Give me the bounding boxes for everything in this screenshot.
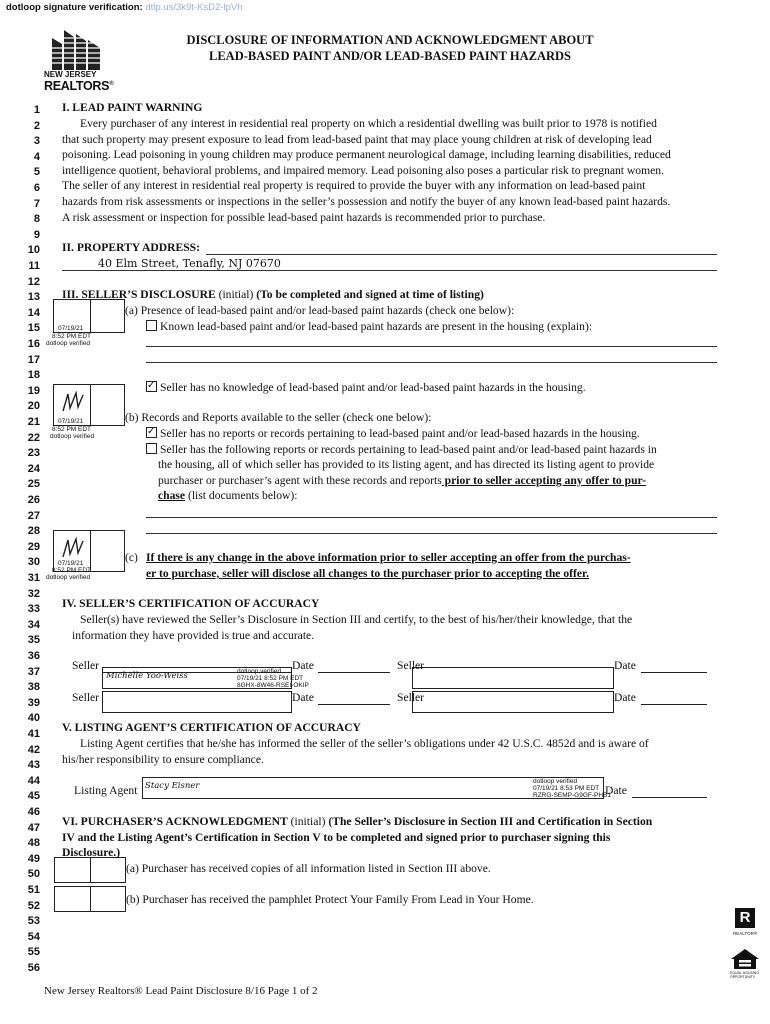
section6-heading-row bbox=[62, 814, 652, 830]
section1-line: that such property may present exposure to lead from lead-based paint that may place young children at risk of developing lead bbox=[62, 132, 652, 146]
realtor-r-icon: R bbox=[735, 908, 755, 928]
stamp-date: 07/19/21 bbox=[58, 325, 84, 332]
section5-line: his/her responsibility to ensure compliance. bbox=[62, 752, 264, 766]
seller-label: Seller bbox=[397, 659, 425, 672]
section3b-label: (b) Records and Reports available to the seller (check one below): bbox=[125, 411, 432, 424]
address-rule bbox=[206, 254, 717, 255]
sig-verified: dotloop verified bbox=[533, 778, 578, 785]
line-number: 50 bbox=[27, 868, 40, 881]
footer-text: New Jersey Realtors® Lead Paint Disclosure 8/16 Page 1 of 2 bbox=[44, 985, 318, 997]
seller-signature-text: Michelle Yoo-Weiss bbox=[106, 671, 188, 681]
documents-rule bbox=[146, 533, 717, 534]
section1-line: Every purchaser of any interest in residential real property on which a residential dwelling was built prior to 1978 is notified bbox=[80, 117, 657, 130]
line-number: 5 bbox=[33, 166, 40, 179]
date-label: Date bbox=[605, 784, 627, 797]
section6-instruction-line: Disclosure.) bbox=[62, 846, 121, 860]
section3c-line2: er to purchase, seller will disclose all changes to the purchaser prior to accepting the offer. bbox=[146, 566, 589, 580]
line-number: 4 bbox=[33, 150, 40, 163]
agent-signature-field[interactable] bbox=[142, 777, 612, 799]
address-rule bbox=[62, 270, 717, 271]
line-number: 8 bbox=[33, 213, 40, 226]
section3b-option2-line: the housing, all of which seller has provided to its listing agent, and has directed its listing agent to provide bbox=[158, 458, 655, 472]
section3a-label: (a) Presence of lead-based paint and/or lead-based paint hazards (check one below): bbox=[125, 304, 515, 317]
line-number: 25 bbox=[27, 478, 40, 491]
eho-caption: EQUAL HOUSING OPPORTUNITY bbox=[730, 971, 760, 979]
line-number: 24 bbox=[27, 462, 40, 475]
line-number: 9 bbox=[33, 228, 40, 241]
line-number: 23 bbox=[27, 447, 40, 460]
stamp-time: 8:52 PM EDT bbox=[52, 567, 92, 574]
verification-bar bbox=[6, 2, 243, 14]
section1-heading: I. LEAD PAINT WARNING bbox=[62, 101, 203, 114]
line-number: 31 bbox=[27, 572, 40, 584]
line-number: 16 bbox=[27, 338, 40, 350]
stamp-date: 07/19/21 bbox=[58, 418, 84, 425]
seller3-signature-field[interactable] bbox=[102, 691, 292, 713]
line-number: 36 bbox=[27, 650, 40, 662]
line-number: 45 bbox=[27, 790, 40, 803]
line-number: 13 bbox=[27, 291, 40, 304]
initial-label: (initial) bbox=[215, 288, 257, 301]
explain-rule bbox=[146, 362, 717, 363]
line-number: 19 bbox=[27, 384, 40, 397]
section2-heading: II. PROPERTY ADDRESS: bbox=[62, 241, 200, 254]
line-number: 41 bbox=[27, 728, 40, 740]
section1-line: A risk assessment or inspection for possible lead-based paint hazards is recommended prior to purchase. bbox=[62, 210, 546, 224]
line-number: 11 bbox=[28, 260, 40, 272]
line-number: 6 bbox=[33, 182, 40, 194]
line-number: 46 bbox=[27, 806, 40, 818]
section3b-option2-line: chase (list documents below): bbox=[158, 489, 298, 503]
date-line[interactable] bbox=[641, 672, 707, 673]
section1-line: hazards from risk assessments or inspections in the seller’s possession and notify the buyer of any known lead-based paint hazards. bbox=[62, 195, 671, 208]
line-number: 53 bbox=[27, 915, 40, 928]
section6a: (a) Purchaser has received copies of all information listed in Section III above. bbox=[126, 862, 491, 875]
checkbox-no-knowledge[interactable] bbox=[146, 381, 157, 392]
seller2-signature-field[interactable] bbox=[412, 667, 614, 689]
line-number: 3 bbox=[33, 135, 40, 148]
sig-datetime: 07/19/21 8:52 PM EDT bbox=[237, 675, 304, 682]
stamp-date: 07/19/21 bbox=[58, 560, 84, 567]
title-line1: DISCLOSURE OF INFORMATION AND ACKNOWLEDGMENT ABOUT bbox=[186, 33, 594, 47]
line-number: 27 bbox=[27, 509, 40, 522]
line-number: 18 bbox=[27, 369, 40, 382]
sig-datetime: 07/19/21 8:53 PM EDT bbox=[533, 785, 600, 792]
line-number: 39 bbox=[27, 696, 40, 709]
line-number: 40 bbox=[27, 712, 40, 725]
line-number: 15 bbox=[27, 322, 40, 335]
line-number: 2 bbox=[33, 119, 40, 132]
line-number: 38 bbox=[27, 681, 40, 694]
line-number: 10 bbox=[27, 244, 40, 257]
sig-code: 8GHX-8W46-RSEI-OKIP bbox=[237, 682, 309, 689]
line-number: 35 bbox=[27, 634, 40, 647]
section3b-option2-line: purchaser or purchaser’s agent with these records and reports prior to seller accepting any offer to pur- bbox=[158, 473, 647, 487]
date-line[interactable] bbox=[318, 672, 390, 673]
line-number: 44 bbox=[27, 774, 40, 787]
realtor-caption: REALTOR® bbox=[733, 931, 758, 936]
logo-line2: REALTORS® bbox=[44, 79, 114, 94]
checkbox-has-reports[interactable] bbox=[146, 443, 157, 454]
property-address[interactable]: 40 Elm Street, Tenafly, NJ 07670 bbox=[98, 257, 281, 270]
section6-heading: VI. PURCHASER’S ACKNOWLEDGMENT bbox=[62, 815, 288, 828]
date-label: Date bbox=[614, 691, 636, 704]
line-number: 1 bbox=[33, 104, 40, 116]
section3-heading-row bbox=[62, 287, 484, 303]
line-number: 34 bbox=[27, 618, 40, 631]
nj-realtors-logo bbox=[40, 30, 114, 94]
logo-line1: NEW JERSEY bbox=[44, 70, 97, 79]
seller-label: Seller bbox=[72, 691, 100, 704]
section3c-label: (c) bbox=[125, 551, 138, 564]
line-number: 14 bbox=[27, 306, 40, 319]
verification-label: dotloop signature verification: bbox=[6, 2, 143, 13]
line-number: 12 bbox=[27, 275, 40, 288]
line-number: 32 bbox=[27, 587, 40, 600]
checkbox-no-reports[interactable] bbox=[146, 427, 157, 438]
line-number: 43 bbox=[27, 759, 40, 772]
line-number: 21 bbox=[27, 416, 40, 428]
date-line[interactable] bbox=[632, 797, 707, 798]
line-number: 17 bbox=[27, 353, 40, 366]
date-label: Date bbox=[292, 659, 314, 672]
section3-heading: III. SELLER’S DISCLOSURE bbox=[62, 288, 216, 301]
line-number: 48 bbox=[27, 837, 40, 850]
stamp-verified: dotloop verified bbox=[50, 433, 95, 440]
line-number: 26 bbox=[27, 494, 40, 506]
stamp-verified: dotloop verified bbox=[46, 574, 91, 581]
line-number: 56 bbox=[27, 962, 40, 974]
line-number: 29 bbox=[27, 540, 40, 553]
section3b-option1[interactable]: ✓Seller has no reports or records pertaining to lead-based paint and/or lead-based hazards in the housing. bbox=[146, 426, 640, 442]
agent-signature-text: Stacy Eisner bbox=[145, 781, 200, 791]
section4-line: information they have provided is true and accurate. bbox=[72, 628, 315, 642]
line-number: 28 bbox=[27, 525, 40, 538]
section5-heading: V. LISTING AGENT’S CERTIFICATION OF ACCURACY bbox=[62, 721, 361, 734]
line-number: 20 bbox=[27, 400, 40, 413]
stamp-time: 8:52 PM EDT bbox=[52, 333, 92, 340]
section4-line: Seller(s) have reviewed the Seller’s Disclosure in Section III and certify, to the best of his/her/their knowledge, that the bbox=[80, 613, 633, 626]
section3-instruction: (To be completed and signed at time of listing) bbox=[256, 288, 484, 301]
line-number: 52 bbox=[27, 899, 40, 912]
initials-signature-icon bbox=[60, 391, 86, 415]
purchaser-initials-box[interactable] bbox=[54, 886, 126, 912]
section6-instruction: (The Seller’s Disclosure in Section III and Certification in Section bbox=[328, 815, 653, 828]
date-line[interactable] bbox=[318, 704, 390, 705]
equal-housing-icon bbox=[730, 948, 760, 970]
sig-verified: dotloop verified bbox=[237, 668, 282, 675]
title-line2: LEAD-BASED PAINT AND/OR LEAD-BASED PAINT HAZARDS bbox=[209, 49, 571, 63]
purchaser-initials-box[interactable] bbox=[54, 857, 126, 883]
line-number: 33 bbox=[27, 603, 40, 616]
section3c-line1: If there is any change in the above information prior to seller accepting an offer from the purchas- bbox=[146, 551, 631, 564]
section6b: (b) Purchaser has received the pamphlet Protect Your Family From Lead in Your Home. bbox=[126, 893, 534, 906]
seller-label: Seller bbox=[397, 691, 425, 704]
date-label: Date bbox=[292, 691, 314, 704]
section4-heading: IV. SELLER’S CERTIFICATION OF ACCURACY bbox=[62, 597, 320, 610]
line-number: 30 bbox=[27, 556, 40, 569]
listing-agent-label: Listing Agent bbox=[74, 784, 138, 797]
documents-rule bbox=[146, 517, 717, 518]
equal-housing-logo bbox=[730, 948, 760, 978]
line-number: 49 bbox=[27, 852, 40, 865]
section1-line: intelligence quotient, behavioral problems, and impaired memory. Lead poisoning also poses a particular risk to pregnant women. bbox=[62, 163, 664, 177]
section6-instruction-line: IV and the Listing Agent’s Certification in Section V to be completed and signed prior to purchaser signing this bbox=[62, 830, 611, 844]
stamp-time: 8:52 PM EDT bbox=[52, 426, 92, 433]
sig-code: RZRG-SEMP-G9GF-PHB1 bbox=[533, 792, 612, 799]
section5-line: Listing Agent certifies that he/she has informed the seller of the seller’s obligations under 42 U.S.C. 4852d and is aware of bbox=[80, 737, 649, 750]
line-number: 37 bbox=[27, 665, 40, 678]
section3b-option2[interactable]: Seller has the following reports or records pertaining to lead-based paint and/or lead-based paint hazards in bbox=[146, 442, 657, 458]
section3a-option2[interactable]: ✓Seller has no knowledge of lead-based paint and/or lead-based paint hazards in the housing. bbox=[146, 380, 586, 396]
initials-signature-icon bbox=[60, 537, 86, 561]
line-number: 42 bbox=[27, 743, 40, 756]
section1-line: poisoning. Lead poisoning in young children may produce permanent neurological damage, including learning disabilities, reduced bbox=[62, 148, 671, 162]
stamp-verified: dotloop verified bbox=[46, 340, 91, 347]
building-icon bbox=[40, 30, 110, 72]
line-number: 51 bbox=[27, 884, 40, 896]
line-number: 7 bbox=[33, 197, 40, 210]
line-number: 22 bbox=[27, 431, 40, 444]
line-number: 54 bbox=[27, 930, 40, 943]
checkbox-known-lead[interactable] bbox=[146, 320, 157, 331]
verification-link[interactable]: dtlp.us/3k9t-KsD2-lpVh bbox=[145, 2, 243, 13]
section3a-option1[interactable]: Known lead-based paint and/or lead-based paint hazards are present in the housing (explain): bbox=[146, 319, 592, 335]
explain-rule bbox=[146, 346, 717, 347]
section1-line: The seller of any interest in residential real property is required to provide the buyer with any information on lead-based paint bbox=[62, 179, 646, 193]
initial-label: (initial) bbox=[287, 815, 329, 828]
date-label: Date bbox=[614, 659, 636, 672]
line-number: 47 bbox=[27, 821, 40, 834]
seller-signature-field[interactable] bbox=[102, 667, 309, 689]
date-line[interactable] bbox=[641, 704, 707, 705]
seller4-signature-field[interactable] bbox=[412, 691, 614, 713]
line-number: 55 bbox=[27, 946, 40, 959]
seller-label: Seller bbox=[72, 659, 100, 672]
realtor-logo bbox=[734, 908, 756, 938]
